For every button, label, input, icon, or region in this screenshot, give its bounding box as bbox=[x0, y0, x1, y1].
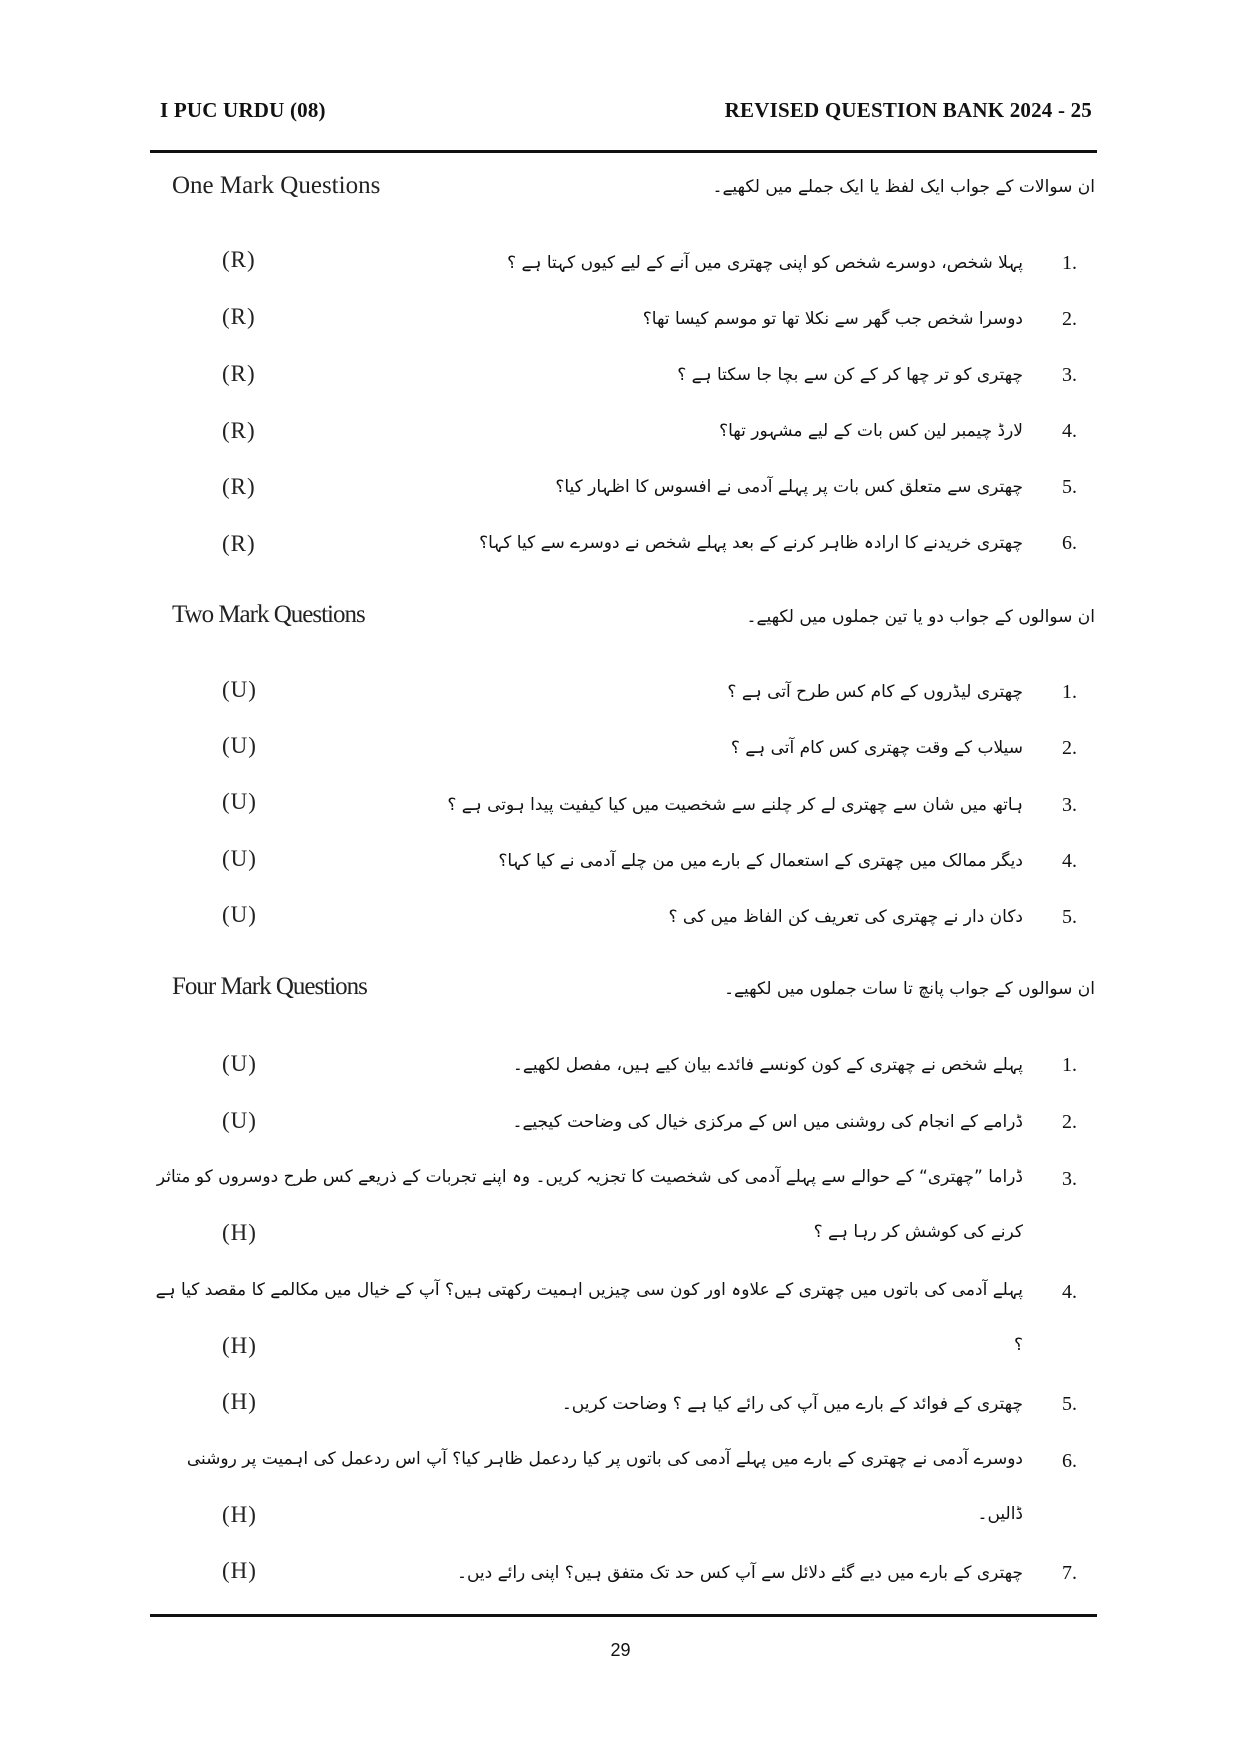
question-number: 4. bbox=[1062, 1281, 1077, 1303]
question-number: 3. bbox=[1062, 1168, 1077, 1190]
question-tag: (H) bbox=[222, 1333, 257, 1358]
question-tag: (R) bbox=[222, 474, 256, 499]
question-number: 7. bbox=[1062, 1562, 1077, 1584]
question-text: دوسرا شخص جب گھر سے نکلا تھا تو موسم کیسا تھا؟ bbox=[642, 309, 1023, 329]
section-title-two-mark: Two Mark Questions bbox=[172, 601, 365, 628]
question-number: 2. bbox=[1062, 308, 1077, 330]
question-number: 5. bbox=[1062, 476, 1077, 498]
question-tag: (U) bbox=[222, 902, 257, 927]
question-text: دیگر ممالک میں چھتری کے استعمال کے بارے میں من چلے آدمی نے کیا کہا؟ bbox=[498, 851, 1023, 871]
question-text: چھتری کے فوائد کے بارے میں آپ کی رائے کیا ہے ؟ وضاحت کریں۔ bbox=[561, 1394, 1023, 1414]
question-tag: (U) bbox=[222, 677, 257, 702]
section-instruction-one-mark: ان سوالات کے جواب ایک لفظ یا ایک جملے میں لکھیے۔ bbox=[712, 177, 1095, 197]
question-number: 3. bbox=[1062, 794, 1077, 816]
section-instruction-four-mark: ان سوالوں کے جواب پانچ تا سات جملوں میں لکھیے۔ bbox=[724, 979, 1095, 999]
question-tag: (R) bbox=[222, 531, 256, 556]
question-text: دکان دار نے چھتری کی تعریف کن الفاظ میں کی ؟ bbox=[668, 907, 1023, 927]
page-number: 29 bbox=[610, 1640, 631, 1660]
question-tag: (U) bbox=[222, 789, 257, 814]
question-tag: (R) bbox=[222, 361, 256, 386]
footer-divider bbox=[150, 1614, 1097, 1617]
question-number: 6. bbox=[1062, 1450, 1077, 1472]
question-text: چھتری سے متعلق کس بات پر پہلے آدمی نے افسوس کا اظہار کیا؟ bbox=[555, 477, 1023, 497]
question-number: 1. bbox=[1062, 681, 1077, 703]
question-text: پہلا شخص، دوسرے شخص کو اپنی چھتری میں آنے کے لیے کیوں کہتا ہے ؟ bbox=[507, 253, 1023, 273]
question-tag: (U) bbox=[222, 1051, 257, 1076]
question-text: دوسرے آدمی نے چھتری کے بارے میں پہلے آدمی کی باتوں پر کیا ردعمل ظاہر کیا؟ آپ اس ردعمل کی اہمیت پر روشنی ڈالیں۔ bbox=[186, 1449, 1023, 1524]
question-number: 4. bbox=[1062, 420, 1077, 442]
question-number: 5. bbox=[1062, 1393, 1077, 1415]
question-number: 5. bbox=[1062, 906, 1077, 928]
question-text: چھتری کے بارے میں دیے گئے دلائل سے آپ کس حد تک متفق ہیں؟ اپنی رائے دیں۔ bbox=[457, 1563, 1023, 1583]
question-number: 3. bbox=[1062, 364, 1077, 386]
question-number: 1. bbox=[1062, 252, 1077, 274]
question-text: چھتری لیڈروں کے کام کس طرح آتی ہے ؟ bbox=[727, 682, 1023, 702]
section-instruction-two-mark: ان سوالوں کے جواب دو یا تین جملوں میں لکھیے۔ bbox=[746, 607, 1095, 627]
question-number: 4. bbox=[1062, 850, 1077, 872]
question-tag: (H) bbox=[222, 1220, 257, 1245]
question-text: ڈراما ”چھتری“ کے حوالے سے پہلے آدمی کی شخصیت کا تجزیہ کریں۔ وہ اپنے تجربات کے ذریعے کس طرح دوسروں کو متاثر کرنے کی کوشش کر رہا ہے ؟ bbox=[156, 1167, 1023, 1242]
question-number: 1. bbox=[1062, 1054, 1077, 1076]
section-title-one-mark: One Mark Questions bbox=[172, 172, 381, 199]
question-text: پہلے شخص نے چھتری کے کون کونسے فائدے بیان کیے ہیں، مفصل لکھیے۔ bbox=[512, 1055, 1023, 1075]
question-tag: (R) bbox=[222, 418, 256, 443]
header-divider bbox=[150, 150, 1097, 153]
question-text: سیلاب کے وقت چھتری کس کام آتی ہے ؟ bbox=[730, 738, 1023, 758]
question-tag: (U) bbox=[222, 733, 257, 758]
header-question-bank-title: REVISED QUESTION BANK 2024 - 25 bbox=[724, 98, 1092, 122]
section-title-four-mark: Four Mark Questions bbox=[172, 973, 367, 1000]
question-tag: (H) bbox=[222, 1558, 257, 1583]
header-course-title: I PUC URDU (08) bbox=[160, 98, 326, 122]
question-tag: (H) bbox=[222, 1502, 257, 1527]
question-text: لارڈ چیمبر لین کس بات کے لیے مشہور تھا؟ bbox=[719, 421, 1023, 441]
question-tag: (R) bbox=[222, 247, 256, 272]
question-text: چھتری خریدنے کا ارادہ ظاہر کرنے کے بعد پہلے شخص نے دوسرے سے کیا کہا؟ bbox=[479, 533, 1023, 553]
question-tag: (H) bbox=[222, 1389, 257, 1414]
question-text: ہاتھ میں شان سے چھتری لے کر چلنے سے شخصیت میں کیا کیفیت پیدا ہوتی ہے ؟ bbox=[447, 795, 1023, 815]
question-text: ڈرامے کے انجام کی روشنی میں اس کے مرکزی خیال کی وضاحت کیجیے۔ bbox=[512, 1112, 1023, 1132]
question-tag: (U) bbox=[222, 846, 257, 871]
question-text: پہلے آدمی کی باتوں میں چھتری کے علاوہ اور کون سی چیزیں اہمیت رکھتی ہیں؟ آپ کے خیال میں مکالمے کا مقصد کیا ہے ؟ bbox=[155, 1280, 1023, 1355]
question-tag: (U) bbox=[222, 1108, 257, 1133]
question-text: چھتری کو تر چھا کر کے کن سے بچا جا سکتا ہے ؟ bbox=[677, 365, 1023, 385]
question-number: 6. bbox=[1062, 532, 1077, 554]
question-tag: (R) bbox=[222, 304, 256, 329]
question-number: 2. bbox=[1062, 737, 1077, 759]
question-number: 2. bbox=[1062, 1111, 1077, 1133]
